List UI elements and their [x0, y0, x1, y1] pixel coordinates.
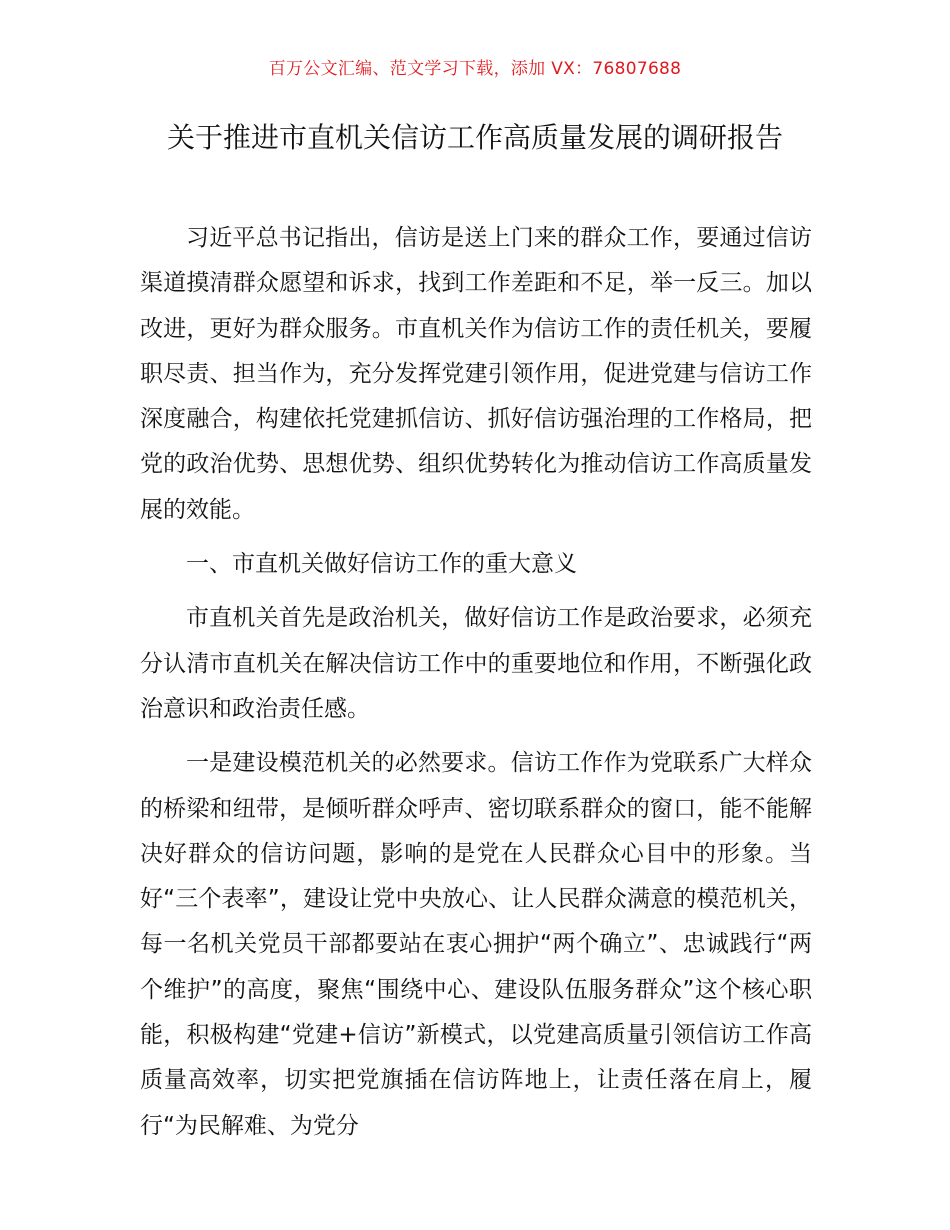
header-watermark-note: 百万公文汇编、范文学习下载，添加 VX：76807688 — [268, 59, 682, 79]
document-title: 关于推进市直机关信访工作高质量发展的调研报告 — [166, 121, 783, 154]
paragraph-section-1-lead: 市直机关首先是政治机关，做好信访工作是政治要求，必须充分认清市直机关在解决信访工作中的重要地位和作用，不断强化政治意识和政治责任感。 — [140, 605, 812, 722]
document-body — [140, 216, 812, 1158]
section-heading-1: 一、市直机关做好信访工作的重大意义 — [186, 551, 577, 578]
paragraph-point-1: 一是建设模范机关的必然要求。信访工作作为党联系广大样众的桥梁和纽带，是倾听群众呼声、密切联系群众的窗口，能不能解决好群众的信访问题，影响的是党在人民群众心目中的形象。当好“三个表率”，建设让党中央放心、让人民群众满意的模范机关，每一名机关党员干部都要站在衷心拥护“两个确立”、忠诚践行“两个维护”的高度，聚焦“围绕中心、建设队伍服务群众”这个核心职能，积极构建“党建+信访”新模式，以党建高质量引领信访工作高质量高效率，切实把党旗插在信访阵地上，让责任落在肩上，履行“为民解难、为党分 — [140, 750, 812, 1139]
paragraph-intro: 习近平总书记指出，信访是送上门来的群众工作，要通过信访渠道摸清群众愿望和诉求，找到工作差距和不足，举一反三。加以改进，更好为群众服务。市直机关作为信访工作的责任机关，要履职尽责、担当作为，充分发挥党建引领作用，促进党建与信访工作深度融合，构建依托党建抓信访、抓好信访强治理的工作格局，把党的政治优势、思想优势、组织优势转化为推动信访工作高质量发展的效能。 — [140, 225, 812, 523]
